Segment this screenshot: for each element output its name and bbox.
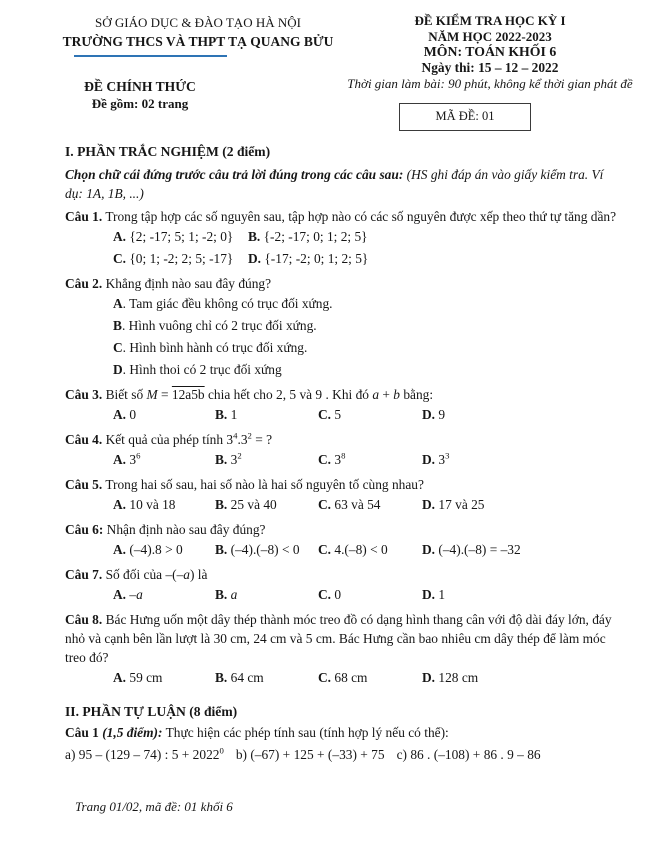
- text-run: Trong hai số sau, hai số nào là hai số nguyên tố cùng nhau?: [102, 476, 424, 492]
- text-run: a: [183, 566, 190, 582]
- text-run: 6: [136, 450, 141, 461]
- answer-options: [65, 226, 623, 270]
- text-run: 3: [227, 451, 238, 467]
- answer-option: [215, 667, 318, 689]
- answer-option: [318, 449, 422, 471]
- text-run: Kết quả của phép tính 3: [102, 431, 234, 447]
- expression-item: [65, 745, 224, 764]
- text-run: 25 và 40: [227, 496, 277, 512]
- text-run: 17 và 25: [435, 496, 485, 512]
- text-run: . Tam giác đều không có trục đối xứng.: [122, 295, 333, 311]
- option-letter: A.: [113, 541, 127, 557]
- option-letter: B.: [215, 669, 228, 685]
- question-stem: [65, 565, 623, 584]
- question-label: Câu 7.: [65, 566, 103, 582]
- part1-instruction: [65, 165, 623, 203]
- answer-option: [318, 667, 422, 689]
- text-run: =: [157, 386, 172, 402]
- text-run: b: [393, 386, 400, 402]
- subject-line: MÔN: TOÁN KHỐI 6: [423, 44, 557, 59]
- exam-code-box: MÃ ĐỀ: 01: [399, 103, 531, 131]
- instruction-note: (HS ghi đáp án vào giấy kiểm tra. Ví dụ: 1A, 1B, ...): [65, 166, 604, 201]
- answer-option: [318, 494, 422, 516]
- option-letter: A.: [113, 228, 127, 244]
- header-underline-rule: [74, 55, 227, 57]
- question-stem: [65, 385, 623, 404]
- text-run: M: [146, 386, 158, 402]
- exam-header: [0, 0, 648, 131]
- text-run: 2: [247, 430, 252, 441]
- answer-option: [318, 539, 422, 561]
- exam-code-box-wrap: [332, 103, 648, 131]
- part2-question1: [65, 723, 623, 742]
- text-run: ) là: [190, 566, 208, 582]
- answer-option: [422, 449, 623, 471]
- text-run: 5: [331, 406, 342, 422]
- department-name: SỞ GIÁO DỤC & ĐÀO TẠO HÀ NỘI: [95, 15, 301, 30]
- answer-option: [422, 584, 623, 606]
- option-letter: B.: [215, 541, 228, 557]
- school-year: NĂM HỌC 2022-2023: [428, 28, 552, 44]
- part2-q1-label: Câu 1: [65, 724, 103, 740]
- page-footer: Trang 01/02, mã đề: 01 khối 6: [75, 799, 233, 814]
- option-letter: B.: [215, 586, 228, 602]
- text-run: bằng:: [400, 386, 434, 402]
- option-letter: D.: [422, 496, 436, 512]
- option-letter: D.: [422, 451, 436, 467]
- question-block: [65, 207, 623, 270]
- option-letter: A.: [113, 451, 127, 467]
- text-run: c) 86 . (–108) + 86 . 9 – 86: [396, 746, 541, 762]
- text-run: 0: [219, 745, 224, 756]
- text-run: 10 và 18: [126, 496, 176, 512]
- part2-q1-points: (1,5 điểm):: [102, 724, 163, 740]
- option-letter: D.: [422, 406, 436, 422]
- text-run: b) (–67) + 125 + (–33) + 75: [235, 746, 385, 762]
- answer-options: [65, 404, 623, 426]
- text-run: a) 95 – (129 – 74) : 5 + 2022: [65, 746, 220, 762]
- expression-item: [397, 745, 541, 764]
- question-block: [65, 385, 623, 426]
- text-run: 59 cm: [126, 669, 163, 685]
- text-run: Khẳng định nào sau đây đúng?: [102, 275, 272, 291]
- question-label: Câu 3.: [65, 386, 103, 402]
- option-letter: C.: [318, 541, 332, 557]
- answer-option: [248, 226, 623, 248]
- option-letter: C.: [318, 586, 332, 602]
- text-run: +: [379, 386, 394, 402]
- question-list: [65, 207, 623, 689]
- question-block: [65, 610, 623, 689]
- exam-duration: Thời gian làm bài: 90 phút, không kể thời gian phát đề: [347, 76, 633, 91]
- official-exam-label: ĐỀ CHÍNH THỨC: [84, 79, 196, 94]
- answer-option: [215, 449, 318, 471]
- text-run: 4: [233, 430, 238, 441]
- answer-option: [113, 494, 215, 516]
- option-letter: C.: [318, 496, 332, 512]
- question-label: Câu 5.: [65, 476, 103, 492]
- answer-option: [422, 404, 623, 426]
- option-letter: A.: [113, 496, 127, 512]
- answer-option: [113, 667, 215, 689]
- question-label: Câu 8.: [65, 611, 103, 627]
- text-run: (–4).(–8) < 0: [227, 541, 300, 557]
- question-block: [65, 430, 623, 471]
- text-run: (–4).8 > 0: [126, 541, 183, 557]
- option-letter: D: [113, 361, 123, 377]
- answer-option: [113, 584, 215, 606]
- text-run: . Hình vuông chỉ có 2 trục đối xứng.: [121, 317, 317, 333]
- text-run: 1: [227, 406, 238, 422]
- text-run: {-17; -2; 0; 1; 2; 5}: [261, 250, 369, 266]
- answer-option: [248, 248, 623, 270]
- answer-option: [113, 293, 623, 315]
- text-run: –: [126, 586, 137, 602]
- answer-option: [113, 315, 623, 337]
- option-letter: D.: [422, 586, 436, 602]
- option-letter: A.: [113, 669, 127, 685]
- answer-options: [65, 667, 623, 689]
- question-stem: [65, 475, 623, 494]
- option-letter: D.: [422, 541, 436, 557]
- text-run: {-2; -17; 0; 1; 2; 5}: [260, 228, 368, 244]
- pages-note: Đề gồm: 02 trang: [91, 96, 189, 111]
- answer-options: [65, 494, 623, 516]
- question-stem: [65, 610, 623, 667]
- answer-options: [65, 293, 623, 381]
- question-stem: [65, 274, 623, 293]
- answer-option: [318, 404, 422, 426]
- question-label: Câu 1.: [65, 208, 103, 224]
- text-run: a: [136, 586, 143, 602]
- question-block: [65, 520, 623, 561]
- option-letter: B.: [215, 406, 228, 422]
- text-run: Bác Hưng uốn một dây thép thành móc treo đồ có dạng hình thang cân với độ dài đáy lớn, đáy nhỏ và cạnh bên lần lượt là 30 cm, 24 cm và 5 cm. Bác Hưng cần bao nhiêu cm dây thép để làm móc treo đó?: [65, 611, 612, 665]
- part2-expressions: [65, 745, 623, 764]
- option-letter: D.: [422, 669, 436, 685]
- question-block: [65, 274, 623, 381]
- header-right: [332, 13, 648, 131]
- text-run: (–4).(–8) = –32: [435, 541, 521, 557]
- exam-title: ĐỀ KIỂM TRA HỌC KỲ I: [414, 13, 566, 28]
- answer-option: [422, 494, 623, 516]
- official-exam-block: [62, 78, 218, 112]
- header-left: [62, 13, 334, 131]
- option-letter: C.: [318, 669, 332, 685]
- answer-option: [113, 337, 623, 359]
- text-run: Trong tập hợp các số nguyên sau, tập hợp nào có các số nguyên được xếp theo thứ tự tăng dần?: [102, 208, 617, 224]
- answer-options: [65, 449, 623, 471]
- question-block: [65, 565, 623, 606]
- answer-option: [422, 539, 623, 561]
- option-letter: A: [113, 295, 123, 311]
- part1-title: I. PHẦN TRẮC NGHIỆM (2 điểm): [65, 143, 271, 159]
- text-run: . Hình bình hành có trục đối xứng.: [122, 339, 308, 355]
- text-run: 12a5b: [171, 386, 205, 402]
- text-run: 3: [331, 451, 342, 467]
- answer-option: [113, 539, 215, 561]
- option-letter: B.: [215, 496, 228, 512]
- text-run: Nhận định nào sau đây đúng?: [103, 521, 266, 537]
- option-letter: C.: [318, 451, 332, 467]
- option-letter: A.: [113, 586, 127, 602]
- option-letter: C.: [113, 250, 127, 266]
- text-run: = ?: [251, 431, 273, 447]
- text-run: chia hết cho 2, 5 và 9 . Khi đó: [204, 386, 373, 402]
- option-letter: A.: [113, 406, 127, 422]
- text-run: . Hình thoi có 2 trục đối xứng: [122, 361, 282, 377]
- option-letter: C: [113, 339, 123, 355]
- expression-item: [236, 745, 385, 764]
- text-run: 128 cm: [435, 669, 479, 685]
- part2-title: II. PHẦN TỰ LUẬN (8 điểm): [65, 703, 238, 719]
- text-run: 9: [435, 406, 446, 422]
- option-letter: B: [113, 317, 122, 333]
- text-run: 0: [331, 586, 342, 602]
- instruction-bold: Chọn chữ cái đứng trước câu trả lời đúng trong các câu sau:: [65, 166, 404, 182]
- question-stem: [65, 207, 623, 226]
- text-run: Số đối của –(–: [102, 566, 184, 582]
- text-run: {2; -17; 5; 1; -2; 0}: [126, 228, 234, 244]
- answer-option: [113, 226, 248, 248]
- answer-options: [65, 584, 623, 606]
- question-stem: [65, 430, 623, 449]
- answer-option: [215, 539, 318, 561]
- question-label: Câu 6:: [65, 521, 104, 537]
- answer-option: [215, 494, 318, 516]
- text-run: a: [372, 386, 380, 402]
- text-run: 68 cm: [331, 669, 368, 685]
- text-run: Biết số: [102, 386, 147, 402]
- part2-q1-text: Thực hiện các phép tính sau (tính hợp lý nếu có thể):: [162, 724, 449, 740]
- answer-option: [113, 248, 248, 270]
- text-run: .3: [237, 431, 248, 447]
- question-label: Câu 4.: [65, 431, 103, 447]
- text-run: 2: [237, 450, 242, 461]
- text-run: 64 cm: [227, 669, 264, 685]
- text-run: 63 và 54: [331, 496, 381, 512]
- text-run: 1: [435, 586, 446, 602]
- question-label: Câu 2.: [65, 275, 103, 291]
- text-run: 0: [126, 406, 137, 422]
- text-run: 3: [126, 451, 137, 467]
- text-run: a: [230, 586, 238, 602]
- answer-options: [65, 539, 623, 561]
- answer-option: [422, 667, 623, 689]
- text-run: 8: [341, 450, 346, 461]
- answer-option: [215, 584, 318, 606]
- answer-option: [215, 404, 318, 426]
- option-letter: D.: [248, 250, 262, 266]
- text-run: 3: [445, 450, 450, 461]
- text-run: 4.(–8) < 0: [331, 541, 388, 557]
- answer-option: [113, 449, 215, 471]
- option-letter: B.: [248, 228, 261, 244]
- answer-option: [318, 584, 422, 606]
- question-block: [65, 475, 623, 516]
- text-run: {0; 1; -2; 2; 5; -17}: [126, 250, 234, 266]
- exam-body: [65, 142, 623, 764]
- answer-option: [113, 359, 623, 381]
- option-letter: C.: [318, 406, 332, 422]
- exam-date: Ngày thi: 15 – 12 – 2022: [421, 59, 559, 75]
- option-letter: B.: [215, 451, 228, 467]
- answer-option: [113, 404, 215, 426]
- question-stem: [65, 520, 623, 539]
- school-name: TRƯỜNG THCS VÀ THPT TẠ QUANG BỬU: [62, 34, 334, 49]
- text-run: 3: [435, 451, 446, 467]
